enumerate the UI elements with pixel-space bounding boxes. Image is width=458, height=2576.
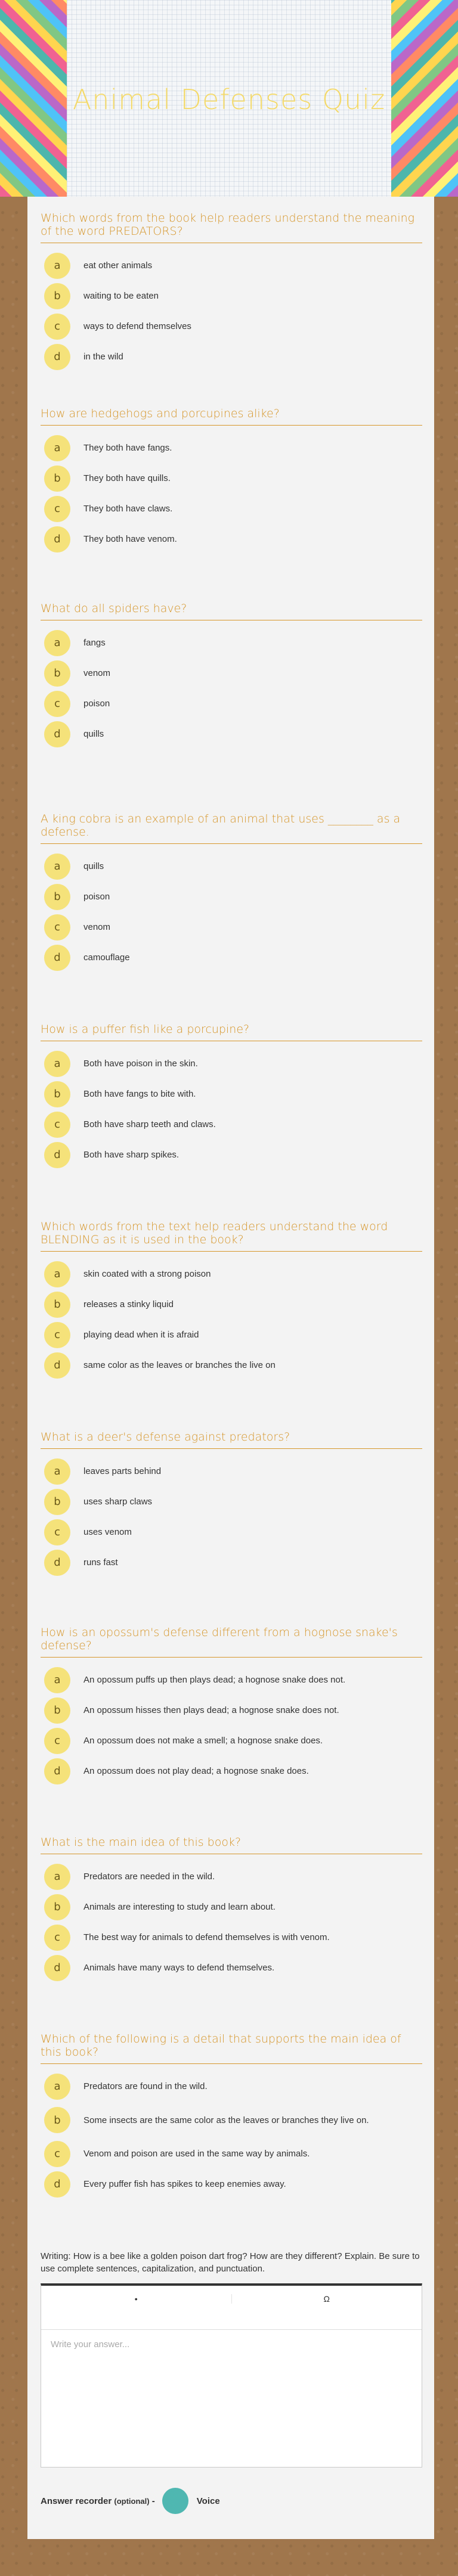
quiz-header [0, 0, 458, 197]
answer-option[interactable] [41, 2169, 422, 2199]
option-letter-badge[interactable]: c [44, 1322, 70, 1348]
option-letter-badge[interactable]: c [44, 2141, 70, 2167]
question-6 [41, 1220, 422, 1380]
option-text: An opossum does not play dead; a hognose snake does. [83, 1766, 309, 1776]
answer-option[interactable] [41, 1547, 422, 1578]
option-letter-badge[interactable]: a [44, 630, 70, 656]
voice-label: Voice [196, 2496, 220, 2506]
option-text: releases a stinky liquid [83, 1299, 174, 1309]
option-letter-badge[interactable]: b [44, 660, 70, 687]
answer-option[interactable] [41, 1259, 422, 1289]
special-character-button[interactable]: Ω [323, 2294, 330, 2304]
answer-option[interactable] [41, 1079, 422, 1109]
option-letter-badge[interactable]: d [44, 526, 70, 553]
option-text: camouflage [83, 952, 130, 963]
question-3 [41, 602, 422, 749]
option-letter-badge[interactable]: c [44, 914, 70, 941]
option-text: runs fast [83, 1557, 118, 1568]
answer-option[interactable] [41, 688, 422, 719]
question-text: Which of the following is a detail that supports the main idea of this book? [41, 2032, 422, 2064]
answer-options [41, 1861, 422, 1983]
option-text: Every puffer fish has spikes to keep enemies away. [83, 2179, 286, 2189]
option-letter-badge[interactable]: d [44, 945, 70, 971]
option-text: quills [83, 861, 104, 871]
answer-option[interactable] [41, 1953, 422, 1983]
answer-recorder [41, 2488, 422, 2514]
answer-option[interactable] [41, 1756, 422, 1786]
option-letter-badge[interactable]: d [44, 344, 70, 370]
record-voice-button[interactable] [162, 2488, 188, 2514]
option-text: Both have fangs to bite with. [83, 1089, 196, 1099]
answer-options [41, 250, 422, 372]
answer-option[interactable] [41, 1517, 422, 1547]
option-text: leaves parts behind [83, 1466, 162, 1476]
question-text: How is an opossum's defense different from a hognose snake's defense? [41, 1626, 422, 1658]
answer-option[interactable] [41, 882, 422, 912]
option-text: An opossum hisses then plays dead; a hognose snake does not. [83, 1705, 339, 1715]
option-text: same color as the leaves or branches the live on [83, 1360, 276, 1370]
option-text: Predators are needed in the wild. [83, 1872, 215, 1882]
answer-option[interactable] [41, 1861, 422, 1892]
option-letter-badge[interactable]: c [44, 496, 70, 522]
option-letter-badge[interactable]: c [44, 1728, 70, 1754]
answer-options [41, 851, 422, 973]
option-text: playing dead when it is afraid [83, 1330, 199, 1340]
answer-option[interactable] [41, 851, 422, 882]
option-text: ways to defend themselves [83, 321, 191, 331]
option-letter-badge[interactable]: c [44, 691, 70, 717]
answer-option[interactable] [41, 1140, 422, 1170]
question-text: Which words from the text help readers understand the word BLENDING as it is used in the book? [41, 1220, 422, 1252]
option-text: poison [83, 699, 110, 709]
option-text: Predators are found in the wild. [83, 2081, 208, 2091]
option-letter-badge[interactable]: d [44, 2171, 70, 2198]
option-letter-badge[interactable]: a [44, 2074, 70, 2100]
option-text: Animals have many ways to defend themselves. [83, 1963, 275, 1973]
question-text: What do all spiders have? [41, 602, 422, 620]
answer-option[interactable] [41, 463, 422, 494]
option-letter-badge[interactable]: c [44, 1925, 70, 1951]
option-text: venom [83, 668, 111, 678]
option-text: quills [83, 729, 104, 739]
option-text: uses sharp claws [83, 1497, 153, 1507]
option-letter-badge[interactable]: a [44, 1864, 70, 1890]
option-text: Animals are interesting to study and learn about. [83, 1902, 276, 1912]
answer-option[interactable] [41, 433, 422, 463]
question-9 [41, 1836, 422, 1983]
answer-option[interactable] [41, 1350, 422, 1380]
question-text: What is a deer's defense against predators? [41, 1430, 422, 1449]
option-text: venom [83, 922, 111, 932]
answer-option[interactable] [41, 524, 422, 554]
question-text: How is a puffer fish like a porcupine? [41, 1023, 422, 1041]
option-text: in the wild [83, 352, 123, 362]
answer-option[interactable] [41, 912, 422, 942]
recorder-label: Answer recorder (optional) - [41, 2496, 155, 2506]
option-text: Both have sharp spikes. [83, 1150, 180, 1160]
question-8 [41, 1626, 422, 1786]
option-text: They both have fangs. [83, 443, 172, 453]
answer-option[interactable] [41, 942, 422, 973]
question-text: What is the main idea of this book? [41, 1836, 422, 1854]
option-text: eat other animals [83, 260, 153, 271]
answer-options [41, 1456, 422, 1578]
answer-option[interactable] [41, 658, 422, 688]
option-text: The best way for animals to defend themselves is with venom. [83, 1932, 330, 1942]
answer-option[interactable] [41, 250, 422, 281]
answer-option[interactable] [41, 1695, 422, 1725]
option-text: fangs [83, 638, 106, 648]
option-text: Both have poison in the skin. [83, 1059, 198, 1069]
option-letter-badge[interactable]: a [44, 435, 70, 461]
option-text: Venom and poison are used in the same way by animals. [83, 2149, 310, 2159]
answer-option[interactable] [41, 1320, 422, 1350]
option-letter-badge[interactable]: b [44, 1894, 70, 1920]
writing-prompt: Writing: How is a bee like a golden poison dart frog? How are they different? Explain. Be sure to use complete sentences, capitalization, and punctuation. [41, 2251, 420, 2274]
option-letter-badge[interactable]: d [44, 1352, 70, 1379]
option-letter-badge[interactable]: a [44, 1458, 70, 1485]
answer-option[interactable] [41, 1109, 422, 1140]
answer-editor[interactable] [41, 2283, 422, 2468]
answer-options [41, 1048, 422, 1170]
answer-option[interactable] [41, 1665, 422, 1695]
option-letter-badge[interactable]: d [44, 1142, 70, 1168]
answer-options [41, 2071, 422, 2199]
answer-option[interactable] [41, 2071, 422, 2102]
answer-option[interactable] [41, 1486, 422, 1517]
answer-option[interactable] [41, 494, 422, 524]
answer-textarea[interactable]: Write your answer... [51, 2339, 130, 2350]
option-letter-badge[interactable]: d [44, 1758, 70, 1784]
bullet-list-button[interactable]: • [41, 2294, 232, 2304]
option-text: An opossum puffs up then plays dead; a hognose snake does not. [83, 1675, 346, 1685]
quiz-title: Animal Defenses Quiz [72, 83, 386, 116]
answer-option[interactable] [41, 1456, 422, 1486]
answer-option[interactable] [41, 2139, 422, 2169]
answer-option[interactable] [41, 719, 422, 749]
option-letter-badge[interactable]: d [44, 721, 70, 747]
option-text: poison [83, 892, 110, 902]
question-1 [41, 212, 422, 372]
answer-options [41, 433, 422, 554]
option-letter-badge[interactable]: d [44, 1550, 70, 1576]
answer-option[interactable] [41, 628, 422, 658]
answer-option[interactable] [41, 2102, 422, 2139]
option-letter-badge[interactable]: d [44, 1955, 70, 1981]
editor-toolbar [41, 2286, 422, 2330]
option-text: waiting to be eaten [83, 291, 159, 301]
option-letter-badge[interactable]: a [44, 1667, 70, 1693]
option-letter-badge[interactable]: c [44, 1519, 70, 1545]
answer-option[interactable] [41, 1725, 422, 1756]
recorder-optional: (optional) [114, 2496, 150, 2506]
answer-option[interactable] [41, 281, 422, 311]
option-text: Some insects are the same color as the leaves or branches they live on. [83, 2115, 369, 2125]
question-text: Which words from the book help readers understand the meaning of the word PREDATORS? [41, 212, 422, 243]
option-text: They both have venom. [83, 534, 177, 544]
question-5 [41, 1023, 422, 1170]
answer-option[interactable] [41, 311, 422, 342]
question-10 [41, 2032, 422, 2199]
option-letter-badge[interactable]: b [44, 465, 70, 492]
option-text: Both have sharp teeth and claws. [83, 1119, 216, 1129]
answer-option[interactable] [41, 1922, 422, 1953]
question-2 [41, 407, 422, 554]
option-letter-badge[interactable]: b [44, 1292, 70, 1318]
option-letter-badge[interactable]: a [44, 854, 70, 880]
answer-option[interactable] [41, 1048, 422, 1079]
answer-option[interactable] [41, 342, 422, 372]
option-text: An opossum does not make a smell; a hognose snake does. [83, 1736, 323, 1746]
answer-options [41, 1665, 422, 1786]
question-text: How are hedgehogs and porcupines alike? [41, 407, 422, 426]
answer-options [41, 628, 422, 749]
option-letter-badge[interactable]: a [44, 1261, 70, 1287]
option-letter-badge[interactable]: a [44, 253, 70, 279]
question-4 [41, 812, 422, 973]
option-text: They both have claws. [83, 504, 173, 514]
option-text: skin coated with a strong poison [83, 1269, 211, 1279]
option-letter-badge[interactable]: b [44, 2107, 70, 2133]
quiz-sheet [27, 197, 434, 2539]
question-7 [41, 1430, 422, 1578]
answer-options [41, 1259, 422, 1380]
option-text: uses venom [83, 1527, 132, 1537]
answer-option[interactable] [41, 1289, 422, 1320]
answer-option[interactable] [41, 1892, 422, 1922]
question-text: A king cobra is an example of an animal that uses ________ as a defense. [41, 812, 422, 844]
option-text: They both have quills. [83, 473, 171, 483]
option-letter-badge[interactable]: b [44, 1697, 70, 1724]
option-letter-badge[interactable]: c [44, 1112, 70, 1138]
option-letter-badge[interactable]: c [44, 314, 70, 340]
option-letter-badge[interactable]: b [44, 1081, 70, 1107]
option-letter-badge[interactable]: b [44, 283, 70, 309]
option-letter-badge[interactable]: b [44, 1489, 70, 1515]
option-letter-badge[interactable]: a [44, 1051, 70, 1077]
option-letter-badge[interactable]: b [44, 884, 70, 910]
writing-question [41, 2250, 422, 2514]
